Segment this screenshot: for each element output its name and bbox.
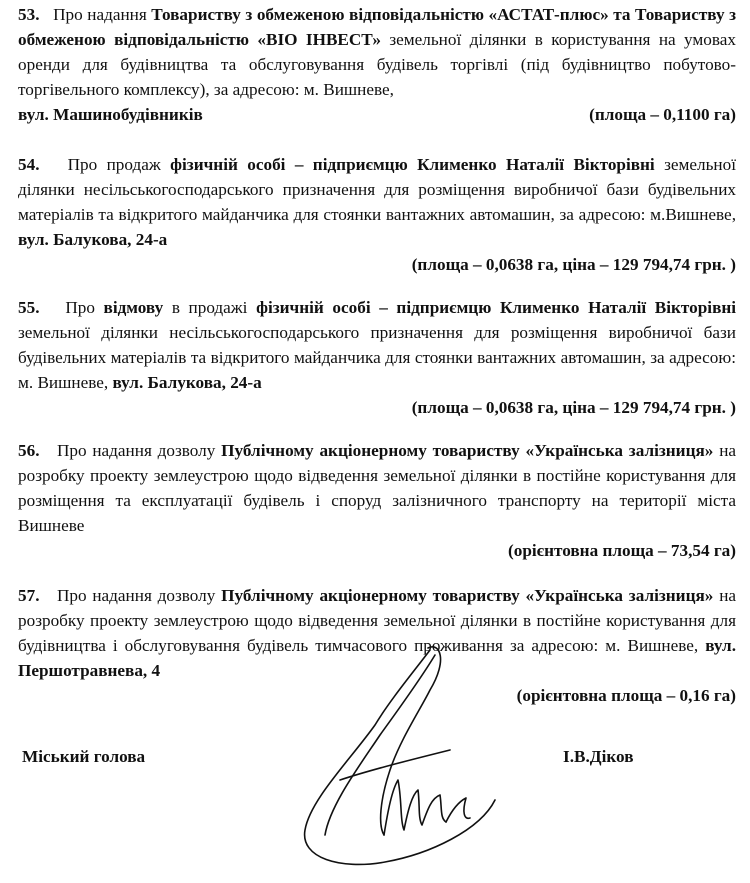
handwritten-signature-icon: [280, 630, 520, 880]
item-address: вул. Балукова, 24-а: [18, 230, 168, 249]
item-number: 55.: [18, 298, 40, 317]
item-53-text: [18, 2, 736, 102]
item-text: Про продаж: [67, 155, 171, 174]
item-area: (площа – 0,1100 га): [589, 105, 736, 124]
item-text: на розробку проекту землеустрою щодо відведення земельної ділянки в постійне користування для будівництва і обслуговування будівель тимчасового проживання за адресою: м. Вишневе,: [18, 586, 737, 655]
item-text: земельної ділянки несільськогосподарського призначення для розміщення виробничої бази будівельних матеріалів та відкритого майданчика для стоянки вантажних автомашин, за адресою: м. Вишневе,: [18, 323, 736, 392]
item-number: 53.: [18, 5, 40, 24]
item-text: Про: [65, 298, 104, 317]
item-address: вул. Першотравнева, 4: [18, 636, 736, 680]
item-text: Про надання дозволу: [56, 586, 222, 605]
item-text: в продажі: [163, 298, 257, 317]
item-number: 54.: [18, 155, 40, 174]
item-address: вул. Балукова, 24-а: [112, 373, 262, 392]
item-53-last-line: [18, 102, 736, 127]
item-bold-text: Публічному акціонерному товариству «Українська залізниця»: [221, 441, 714, 460]
agenda-item-56: [18, 438, 736, 563]
item-bold-text: відмову: [103, 298, 164, 317]
agenda-item-54: [18, 152, 736, 277]
item-area: (орієнтовна площа – 0,16 га): [516, 686, 736, 705]
item-text: на розробку проекту землеустрою щодо відведення земельної ділянки в постійне користування для розміщення та експлуатації будівель і споруд залізничного транспорту на території міста Вишневе: [18, 441, 737, 535]
item-text: Про надання дозволу: [56, 441, 222, 460]
item-bold-text: Публічному акціонерному товариству «Українська залізниця»: [221, 586, 714, 605]
agenda-item-55: [18, 295, 736, 420]
item-54-text: [18, 152, 736, 252]
item-text: земельної ділянки несільськогосподарського призначення для розміщення виробничої бази будівельних матеріалів та відкритого майданчика для стоянки вантажних автомашин, за адресою: м.Вишневе,: [18, 155, 737, 224]
item-number: 56.: [18, 441, 40, 460]
item-56-text: [18, 438, 736, 538]
item-area: (площа – 0,0638 га, ціна – 129 794,74 грн. ): [411, 398, 736, 417]
mayor-name: І.В.Діков: [563, 747, 634, 766]
item-bold-text: фізичній особі – підприємцю Клименко Наталії Вікторівні: [256, 298, 737, 317]
item-area: (площа – 0,0638 га, ціна – 129 794,74 грн. ): [411, 255, 736, 274]
item-bold-text: фізичній особі – підприємцю Клименко Наталії Вікторівні: [170, 155, 655, 174]
item-55-text: [18, 295, 736, 395]
item-bold-text: Товариству з обмеженою відповідальністю «АСТАТ-плюс» та Товариству з обмеженою відповідальністю «ВІО ІНВЕСТ»: [18, 5, 737, 49]
agenda-item-53: [18, 2, 736, 127]
mayor-title: Міський голова: [22, 747, 146, 766]
item-text: земельної ділянки в користування на умовах оренди для будівництва та обслуговування будівель торгівлі (під будівництво побутово-торгівельного комплексу), за адресою: м. Вишневе,: [18, 30, 737, 99]
item-address: вул. Машинобудівників: [18, 105, 203, 124]
item-area: (орієнтовна площа – 73,54 га): [508, 541, 736, 560]
item-text: Про надання: [53, 5, 152, 24]
item-number: 57.: [18, 586, 40, 605]
